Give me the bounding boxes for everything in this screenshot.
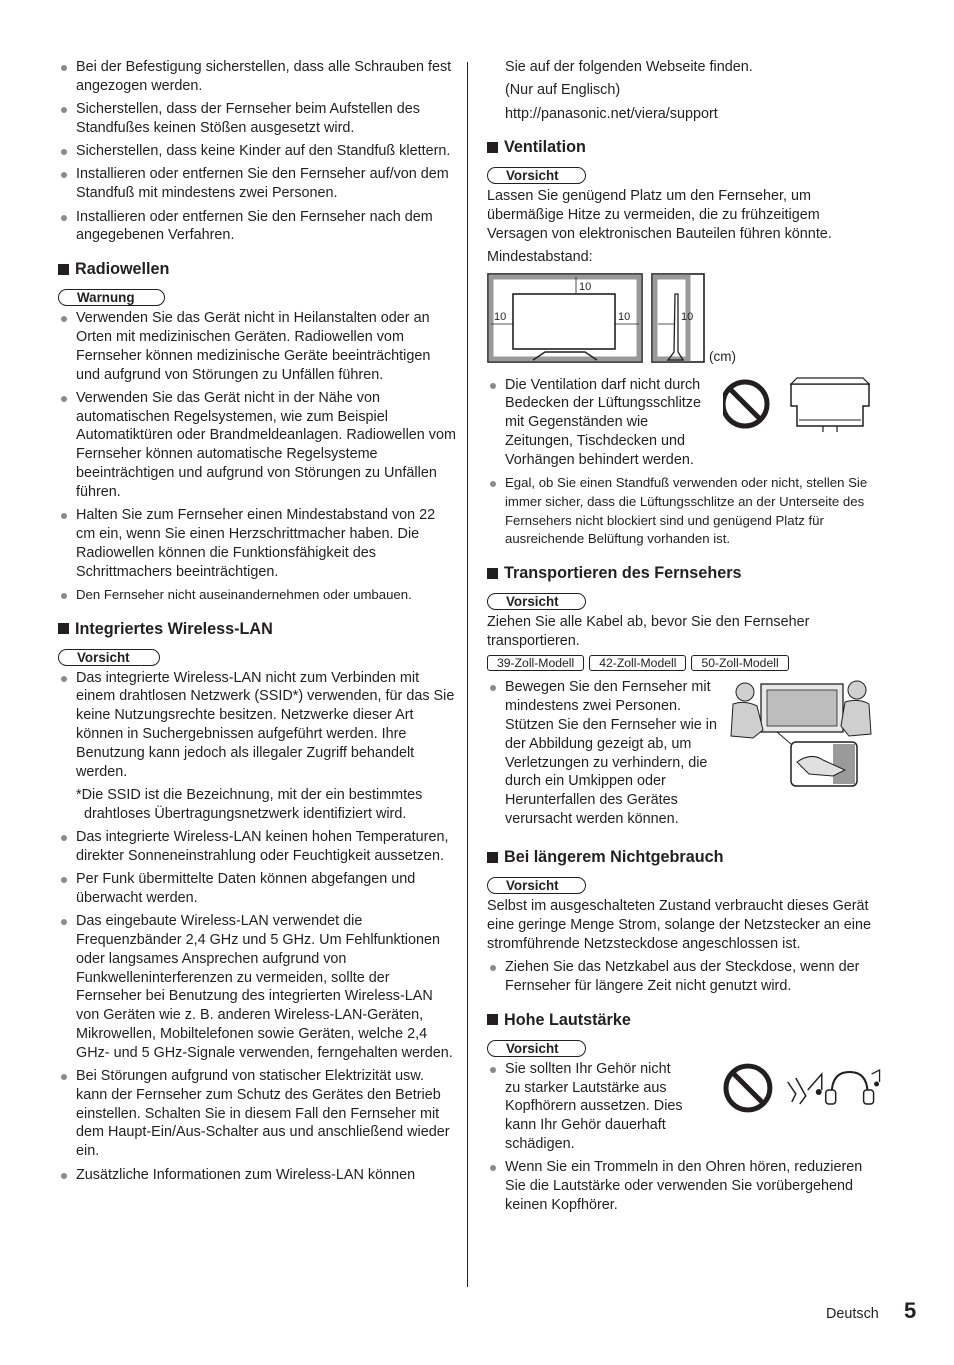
list-item: Den Fernseher nicht auseinandernehmen oder umbauen. [58, 586, 456, 605]
model-tag: 50-Zoll-Modell [691, 655, 788, 671]
section-heading-radiowellen [58, 259, 456, 279]
model-tags [487, 655, 882, 671]
list-item: Egal, ob Sie einen Standfuß verwenden oder nicht, stellen Sie immer sicher, dass die Lüftungsschlitze an der Unterseite des Fernsehers nicht blockiert sind und genügend Platz für ausreichende Belüftung vorhanden ist. [487, 474, 882, 549]
list-item: Das integrierte Wireless-LAN nicht zum Verbinden mit einem drahtlosen Netzwerk (SSID*) verwenden, für das Sie keine Nutzungsrechte besitzen. Netzwerke dieser Art können in Suchergebnissen aufgeführt werden. Ihre Benutzung kann jedoch als illegaler Zugriff behandelt werden. [58, 669, 456, 782]
caution-badge: Vorsicht [487, 593, 586, 610]
footer-language: Deutsch [826, 1306, 879, 1322]
square-bullet-icon [487, 852, 498, 863]
wlan-list-2 [58, 828, 456, 1184]
model-tag: 39-Zoll-Modell [487, 655, 584, 671]
section-title: Bei längerem Nichtgebrauch [504, 848, 724, 867]
section-heading-transport [487, 563, 882, 583]
radio-list [58, 309, 456, 604]
clearance-diagram [487, 272, 882, 368]
continuation-text: Sie auf der folgenden Webseite finden. (Nur auf Englisch) http://panasonic.net/viera/support [487, 58, 882, 123]
ventilation-list-2 [487, 474, 882, 549]
list-item: Sicherstellen, dass keine Kinder auf den Standfuß klettern. [58, 142, 456, 161]
section-title: Ventilation [504, 138, 586, 157]
music-note-icon [816, 1089, 822, 1095]
square-bullet-icon [58, 623, 69, 634]
square-bullet-icon [487, 142, 498, 153]
list-item: Per Funk übermittelte Daten können abgefangen und überwacht werden. [58, 870, 456, 908]
tv-clearance-illustration [487, 272, 747, 368]
list-item: Sicherstellen, dass der Fernseher beim Aufstellen des Standfußes keinen Stößen ausgesetzt wird. [58, 100, 456, 138]
caution-badge: Vorsicht [58, 649, 160, 666]
section-title: Hohe Lautstärke [504, 1010, 631, 1029]
unit-label: (cm) [709, 348, 736, 364]
carrying-tv-illustration [723, 678, 873, 793]
section-heading-ventilation [487, 137, 882, 157]
ssid-footnote: *Die SSID ist die Bezeichnung, mit der ein bestimmtes drahtloses Übertragungsnetzwerk identifiziert wird. [76, 786, 423, 822]
support-url: http://panasonic.net/viera/support [505, 105, 718, 122]
column-divider [467, 62, 468, 1287]
caution-badge: Vorsicht [487, 1040, 586, 1057]
warning-badge: Warnung [58, 289, 165, 306]
section-title: Integriertes Wireless-LAN [75, 619, 273, 638]
model-tag: 42-Zoll-Modell [589, 655, 686, 671]
transport-list [487, 678, 719, 833]
volume-list [487, 1060, 686, 1158]
caution-badge: Vorsicht [487, 877, 586, 894]
right-column: Sie auf der folgenden Webseite finden. (Nur auf Englisch) http://panasonic.net/viera/support Ventilation Vorsicht Lassen Sie genügend Platz um den Fernseher, um übermäßige Hitze zu vermeiden, die zu frühzeitigem Versagen von elektronischen Bauteilen führen könnte. Mindestabstand: 10 10 10 10 (cm) Die Ventilation darf nicht durch Bedecken der Lüftungsschlitze mit Gegenständen wie Zeitungen, Tischdecken und Vorhängen behindert werden. Egal, ob Sie einen Standfuß verwenden oder nicht, stellen Sie immer sicher, dass die Lüftungsschlitze an der Unterseite des Fernsehers nicht blockiert sind und genügend Platz für ausreichende Belüftung vorhanden ist. Transportieren des Fernsehers Vorsicht Ziehen Sie alle Kabel ab, bevor Sie den Fernseher transportieren. 39-Zoll-Modell 42-Zoll-Modell 50-Zoll-Modell Bewegen Sie den Fernseher mit mindestens zwei Personen. Stützen Sie den Fernseher wie in der Abbildung gezeigt ab, um Verletzungen zu verhindern, die durch ein Umkippen oder Herunterfallen des Gerätes verursacht werden können. Bei längerem Nichtgebrauch Vorsicht Selbst im ausgeschalteten Zustand verbraucht dieses Gerät eine geringe Menge Strom, solange der Netzstecker an eine stromführende Netzsteckdose angeschlossen ist. Ziehen Sie das Netzkabel aus der Steckdose, wenn der Fernseher für längere Zeit nicht genutzt wird. Hohe Lautstärke Vorsicht Sie sollten Ihr Gehör nicht zu starker Lautstärke aus Kopfhörern aussetzen. Dies kann Ihr Gehör dauerhaft schädigen. Wenn Sie ein Trommeln in den Ohren hören, reduzieren Sie die Lautstärke oder verwenden Sie vorübergehend keinen Kopfhörer. [487, 58, 882, 1219]
dim-left: 10 [494, 310, 507, 323]
headphones-illustration [722, 1060, 882, 1118]
blocked-vent-illustration [723, 376, 873, 436]
dim-right: 10 [618, 310, 631, 323]
list-item: Sie sollten Ihr Gehör nicht zu starker Lautstärke aus Kopfhörern aussetzen. Dies kann Ihr Gehör dauerhaft schädigen. [487, 1060, 686, 1154]
square-bullet-icon [58, 264, 69, 275]
section-heading-wlan [58, 619, 456, 639]
square-bullet-icon [487, 1014, 498, 1025]
list-item: Das integrierte Wireless-LAN keinen hohen Temperaturen, direkter Sonneneinstrahlung oder Feuchtigkeit aussetzen. [58, 828, 456, 866]
list-item: Ziehen Sie das Netzkabel aus der Steckdose, wenn der Fernseher für längere Zeit nicht genutzt wird. [487, 958, 882, 996]
square-bullet-icon [487, 568, 498, 579]
ventilation-list [487, 376, 719, 474]
list-item: Verwenden Sie das Gerät nicht in Heilanstalten oder an Orten mit medizinischen Geräten. Radiowellen vom Fernseher können medizinische Geräte beeinträchtigen und aufgrund von Störungen zu Unfällen führen. [58, 309, 456, 384]
wlan-list [58, 669, 456, 782]
list-item: Installieren oder entfernen Sie den Fernseher nach dem angegebenen Verfahren. [58, 208, 456, 246]
list-item: Die Ventilation darf nicht durch Bedecken der Lüftungsschlitze mit Gegenständen wie Zeitungen, Tischdecken und Vorhängen behindert werden. [487, 376, 719, 470]
list-item: Installieren oder entfernen Sie den Fernseher auf/von dem Standfuß mit mindestens zwei Personen. [58, 165, 456, 203]
nonuse-list [487, 958, 882, 996]
list-item: Zusätzliche Informationen zum Wireless-LAN können [58, 1166, 456, 1185]
section-heading-nonuse [487, 847, 882, 867]
section-heading-volume [487, 1010, 882, 1030]
list-item: Bei Störungen aufgrund von statischer Elektrizität usw. kann der Fernseher zum Schutz des Gerätes den Betrieb einstellen. Schalten Sie in diesem Fall den Fernseher mit dem Haupt-Ein/Aus-Schalter aus und anschließend wieder ein. [58, 1067, 456, 1161]
list-item: Bei der Befestigung sicherstellen, dass alle Schrauben fest angezogen werden. [58, 58, 456, 96]
list-item: Wenn Sie ein Trommeln in den Ohren hören, reduzieren Sie die Lautstärke oder verwenden Sie vorübergehend keinen Kopfhörer. [487, 1158, 882, 1214]
list-item: Verwenden Sie das Gerät nicht in der Nähe von automatischen Regelsystemen, wie zum Beispiel Automatiktüren oder Brandmeldeanlagen. Radiowellen vom Fernseher können automatische Regelsysteme beeinträchtigen und aufgrund von Störungen zu Unfällen führen. [58, 389, 456, 502]
section-title: Radiowellen [75, 260, 170, 279]
section-title: Transportieren des Fernsehers [504, 564, 742, 583]
caution-badge: Vorsicht [487, 167, 586, 184]
dim-top: 10 [579, 280, 592, 293]
intro-list [58, 58, 456, 245]
list-item: Halten Sie zum Fernseher einen Mindestabstand von 22 cm ein, wenn Sie einen Herzschrittmacher haben. Die Radiowellen können die Funktionsfähigkeit des Schrittmachers beeinträchtigen. [58, 506, 456, 581]
headphones-icon [832, 1072, 868, 1094]
list-item: Bewegen Sie den Fernseher mit mindestens zwei Personen. Stützen Sie den Fernseher wie in der Abbildung gezeigt ab, um Verletzungen zu verhindern, die durch ein Umkippen oder Herunterfallen des Gerätes verursacht werden können. [487, 678, 719, 828]
dim-side: 10 [681, 310, 694, 323]
page-number: 5 [904, 1298, 917, 1323]
left-column [58, 58, 456, 1189]
list-item: Das eingebaute Wireless-LAN verwendet die Frequenzbänder 2,4 GHz und 5 GHz. Um Fehlfunktionen oder langsames Ansprechen aufgrund von Funkwelleninterferenzen zu vermeiden, sollte der Fernseher bei Benutzung des integrierten Wireless-LAN von Geräten wie z. B. anderen Wireless-LAN-Geräten, Mikrowellen, Mobiltelefonen sowie Geräten, welche 2,4 GHz- und 5 GHz-Signale verwenden, ferngehalten werden. [58, 912, 456, 1062]
volume-list-2 [487, 1158, 882, 1214]
